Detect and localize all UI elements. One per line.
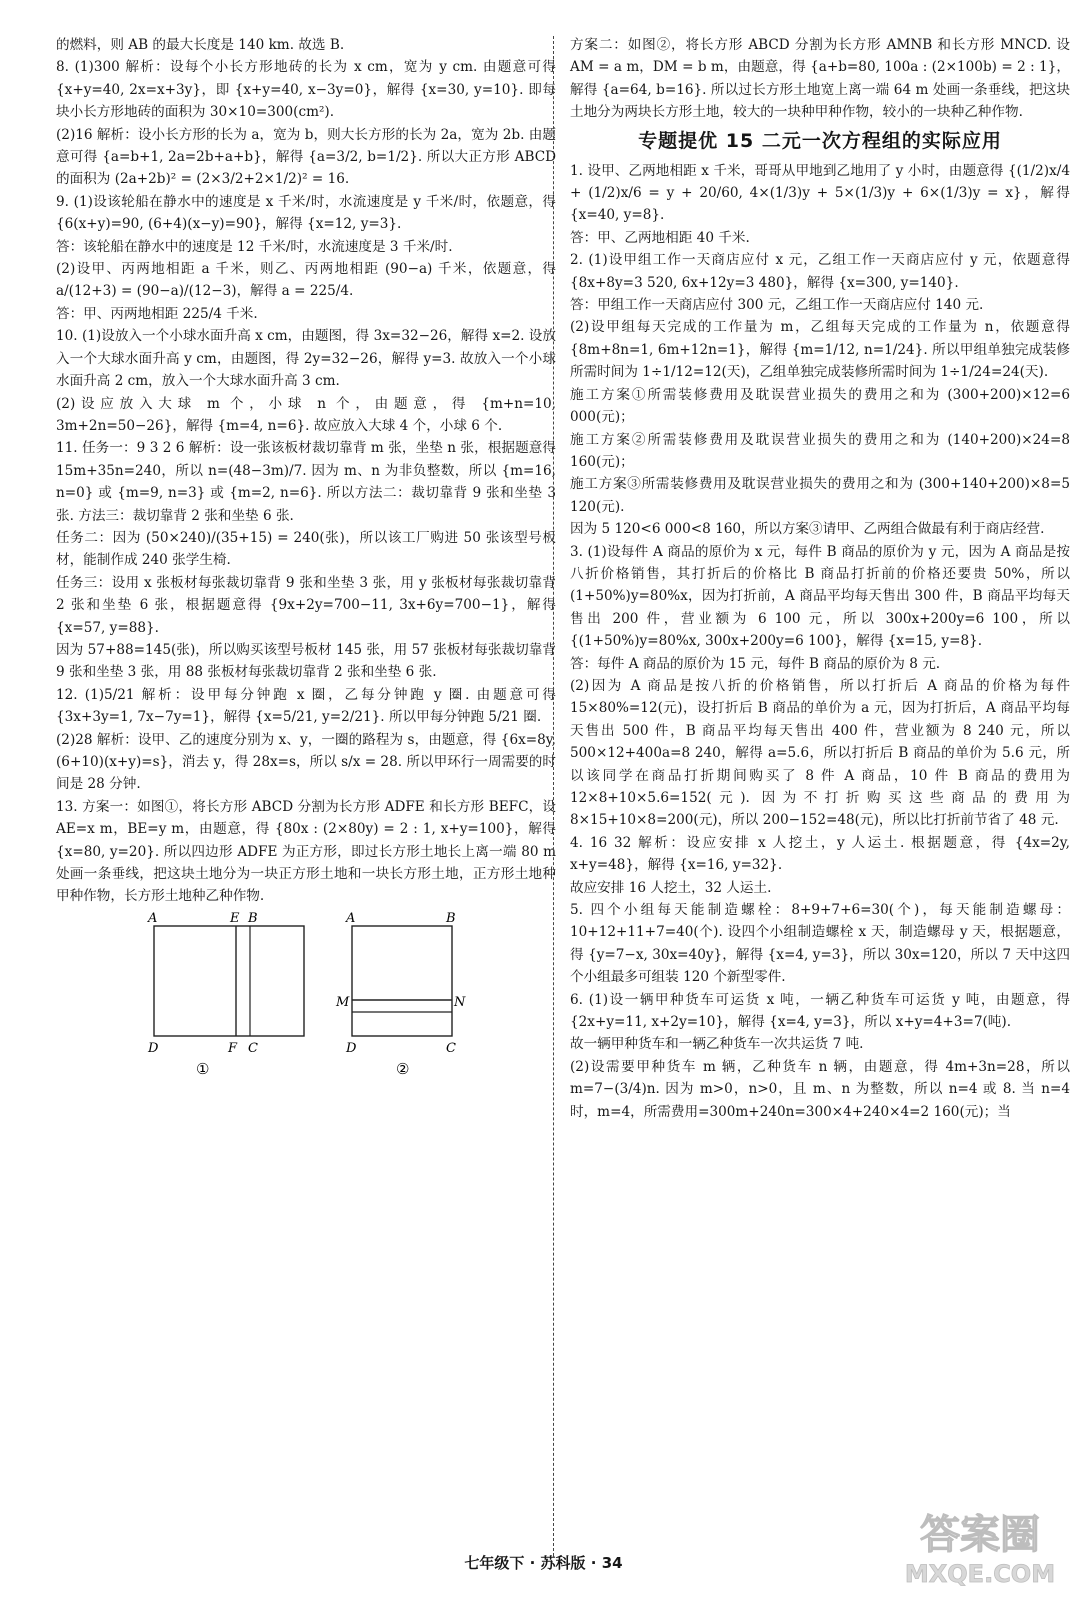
fig2-label-n: N — [454, 994, 466, 1010]
fig1-caption: ① — [196, 1059, 210, 1078]
paragraph: 2. (1)设甲组工作一天商店应付 x 元，乙组工作一天商店应付 y 元，依题意得 {8x+8y=3 520, 6x+12y=3 480}，解得 {x=300, y=140}. — [570, 252, 1070, 291]
paragraph: 3. (1)设每件 A 商品的原价为 x 元，每件 B 商品的原价为 y 元，因为 A 商品是按八折价格销售，其打折后的价格比 B 商品打折前的价格还要贵 50%，所以 (1+50%)y=80%x，因为打折前，A 商品平均每天售出 300 件，B 商品平均每天售出 200 件，营业额为 6 100 元，所以 300x+200y=6 100，所以 {(1+50%)y=80%x, 300x+200y=6 100}，解得 {x=15, y=8}. — [570, 543, 1070, 650]
paragraph: 故应安排 16 人挖土，32 人运土. — [570, 879, 772, 896]
svg-text:MXQE.COM: MXQE.COM — [904, 1560, 1056, 1588]
paragraph: 因为 5 120<6 000<8 160，所以方案③请甲、乙两组合做最有利于商店经营. — [570, 521, 1045, 538]
paragraph: (2)因为 A 商品是按八折的价格销售，所以打折后 A 商品的价格为每件 15×80%=12(元)，设打折后 B 商品的单价为 a 元，因为打折后，A 商品平均每天售出 500 件，B 商品平均每天售出 400 件，营业额为 8 240 元，所以 500×12+400a=8 240，解得 a=5.6，所以打折后 B 商品的单价为 5.6 元，所以该同学在商品打折期间购买了 8 件 A 商品，10 件 B 商品的费用为 12×8+10×5.6=152(元). 因为不打折购买这些商品的费用为 8×15+10×8=200(元)，所以 200−152=48(元)，所以比打折前节省了 48 元. — [570, 677, 1070, 829]
paragraph: 任务三：设用 x 张板材每张裁切靠背 9 张和坐垫 3 张，用 y 张板材每张裁切靠背 2 张和坐垫 6 张，根据题意得 {9x+2y=700−11, 3x+6y=700−1}，解得 {x=57, y=88}. — [56, 574, 556, 636]
fig2-label-b: B — [446, 911, 456, 926]
paragraph: 施工方案②所需装修费用及耽误营业损失的费用之和为 (140+200)×24=8 160(元)； — [570, 431, 1070, 470]
figures — [56, 912, 556, 1080]
paragraph: 1. 设甲、乙两地相距 x 千米，哥哥从甲地到乙地用了 y 小时，由题意得 {(1/2)x/4 + (1/2)x/6 = y + 20/60, 4×(1/3)y + 5×(1/3)y + 6×(1/3)y = x}，解得 {x=40, y=8}. — [570, 162, 1070, 224]
paragraph: 11. 任务一：9 3 2 6 解析：设一张该板材裁切靠背 m 张，坐垫 n 张，根据题意得 15m+35n=240，所以 n=(48−3m)/7. 因为 m、n 为非负整数，所以 {m=16, n=0} 或 {m=9, n=3} 或 {m=2, n=6}. 所以方法二：裁切靠背 9 张和坐垫 3 张. 方法三：裁切靠背 2 张和坐垫 6 张. — [56, 440, 556, 524]
left-column — [56, 34, 556, 1080]
fig2-rect — [352, 926, 452, 1036]
rectangle-figures — [56, 912, 556, 1080]
paragraph: 施工方案③所需装修费用及耽误营业损失的费用之和为 (300+140+200)×8=5 120(元). — [570, 476, 1070, 515]
paragraph: 9. (1)设该轮船在静水中的速度是 x 千米/时，水流速度是 y 千米/时，依题意，得 {6(x+y)=90, (6+4)(x−y)=90}，解得 {x=12, y=3}. — [56, 193, 556, 233]
svg-text:答案圈: 答案圈 — [920, 1512, 1040, 1558]
paragraph: (2)16 解析：设小长方形的长为 a，宽为 b，则大长方形的长为 2a，宽为 2b. 由题意可得 {a=b+1, 2a=2b+a+b}，解得 {a=3/2, b=1/2}. 所以大正方形 ABCD 的面积为 (2a+2b)² = (2×3/2+2×1/2)² = 16. — [56, 126, 556, 188]
fig1-label-f: F — [228, 1040, 238, 1056]
watermark-logo — [880, 1500, 1080, 1590]
fig1-label-a: A — [148, 911, 158, 926]
paragraph: 施工方案①所需装修费用及耽误营业损失的费用之和为 (300+200)×12=6 000(元)； — [570, 386, 1070, 426]
paragraph: 的燃料，则 AB 的最大长度是 140 km. 故选 B. — [56, 37, 345, 53]
paragraph: (2)设甲组每天完成的工作量为 m，乙组每天完成的工作量为 n，依题意得 {8m+8n=1, 6m+12n=1}，解得 {m=1/12, n=1/24}. 所以甲组单独完成装修所需时间为 1÷1/12=12(天)，乙组单独完成装修所需时间为 1÷1/24=24(天). — [570, 319, 1070, 381]
paragraph: 任务二：因为 (50×240)/(35+15) = 240(张)，所以该工厂购进 50 张该型号板材，能制作成 240 张学生椅. — [56, 529, 556, 569]
paragraph: 4. 16 32 解析：设应安排 x 人挖土，y 人运土. 根据题意，得 {4x=2y, x+y=48}，解得 {x=16, y=32}. — [570, 834, 1070, 874]
paragraph: 故一辆甲种货车和一辆乙种货车一次共运货 7 吨. — [570, 1036, 864, 1053]
paragraph: 因为 57+88=145(张)，所以购买该型号板材 145 张，用 57 张板材每张裁切靠背 9 张和坐垫 3 张，用 88 张板材每张裁切靠背 2 张和坐垫 6 张. — [56, 641, 556, 681]
paragraph: 6. (1)设一辆甲种货车可运货 x 吨，一辆乙种货车可运货 y 吨，由题意，得 {2x+y=11, x+2y=10}，解得 {x=4, y=3}，所以 x+y=4+3=7(吨). — [570, 991, 1070, 1031]
paragraph: 答：甲组工作一天商店应付 300 元，乙组工作一天商店应付 140 元. — [570, 297, 984, 314]
paragraph: 方案二：如图②，将长方形 ABCD 分割为长方形 AMNB 和长方形 MNCD. 设 AM = a m，DM = b m，由题意，得 {a+b=80, 100a : (2×100b) = 2 : 1}，解得 {a=64, b=16}. 所以过长方形土地宽上离一端 64 m 处画一条垂线，把这块土地分为两块长方形土地，较大的一块种甲种作物，较小的一块种乙种作物. — [570, 37, 1070, 121]
paragraph: 12. (1)5/21 解析：设甲每分钟跑 x 圈，乙每分钟跑 y 圈. 由题意可得 {3x+3y=1, 7x−7y=1}，解得 {x=5/21, y=2/21}. 所以甲每分钟跑 5/21 圈. — [56, 686, 556, 726]
paragraph: (2)设应放入大球 m 个，小球 n 个，由题意，得 {m+n=10, 3m+2n=50−26}，解得 {m=4, n=6}. 故应放入大球 4 个，小球 6 个. — [56, 395, 556, 434]
paragraph: 5. 四个小组每天能制造螺栓：8+9+7+6=30(个)，每天能制造螺母：10+12+11+7=40(个). 设四个小组制造螺栓 x 天，制造螺母 y 天，根据题意，得 {y=7−x, 30x=40y}，解得 {x=4, y=3}，所以 30x=120，所以 7 天中这四个小组最多可组装 120 个新型零件. — [570, 902, 1070, 986]
fig2-label-c: C — [446, 1040, 456, 1056]
fig2-label-a: A — [346, 911, 356, 926]
fig1-label-d: D — [148, 1040, 159, 1056]
paragraph: (2)设需要甲种货车 m 辆，乙种货车 n 辆，由题意，得 4m+3n=28，所以 m=7−(3/4)n. 因为 m>0，n>0，且 m、n 为整数，所以 n=4 或 8. 当 n=4 时，m=4，所需费用=300m+240n=300×4+240×4=2 160(元)；当 — [570, 1058, 1070, 1120]
paragraph: 10. (1)设放入一个小球水面升高 x cm，由题图，得 3x=32−26，解得 x=2. 设放入一个大球水面升高 y cm，由题图，得 2y=32−26，解得 y=3. 故放入一个小球水面升高 2 cm，放入一个大球水面升高 3 cm. — [56, 328, 556, 390]
paragraph: 答：甲、丙两地相距 225/4 千米. — [56, 305, 258, 322]
page-footer: 七年级下 · 苏科版 · 34 — [464, 1554, 623, 1572]
fig1-label-b: B — [248, 911, 258, 926]
paragraph: 答：甲、乙两地相距 40 千米. — [570, 229, 750, 246]
paragraph: 8. (1)300 解析：设每个小长方形地砖的长为 x cm，宽为 y cm. 由题意可得 {x+y=40, 2x=x+3y}，即 {x+y=40, x−3y=0}，解得 {x=30, y=10}. 即每块小长方形地砖的面积为 30×10=300(cm²). — [56, 59, 556, 121]
paragraph: (2)设甲、丙两地相距 a 千米，则乙、丙两地相距 (90−a) 千米，依题意，得 a/(12+3) = (90−a)/(12−3)，解得 a = 225/4. — [56, 261, 556, 300]
fig1-label-c: C — [248, 1040, 258, 1056]
section-title: 专题提优 15 二元一次方程组的实际应用 — [638, 129, 1002, 152]
paragraph: 答：该轮船在静水中的速度是 12 千米/时，水流速度是 3 千米/时. — [56, 238, 453, 255]
fig1-rect — [154, 926, 304, 1036]
fig2-caption: ② — [396, 1059, 410, 1078]
paragraph: (2)28 解析：设甲、乙的速度分别为 x、y，一圈的路程为 s，由题意，得 {6x=8y, (6+10)(x+y)=s}，消去 y，得 28x=s，所以 s/x = 28. 所以甲环行一周需要的时间是 28 分钟. — [56, 731, 556, 793]
fig2-label-m: M — [336, 994, 350, 1010]
fig1-label-e: E — [230, 911, 240, 926]
fig2-label-d: D — [346, 1040, 357, 1056]
paragraph: 答：每件 A 商品的原价为 15 元，每件 B 商品的原价为 8 元. — [570, 655, 941, 672]
column-divider — [553, 36, 554, 1556]
paragraph: 13. 方案一：如图①，将长方形 ABCD 分割为长方形 ADFE 和长方形 BEFC，设 AE=x m，BE=y m，由题意，得 {80x : (2×80y) = 2 : 1, x+y=100}，解得 {x=80, y=20}. 所以四边形 ADFE 为正方形，即过长方形土地长上离一端 80 m 处画一条垂线，把这块土地分为一块正方形土地和一块长方形土地，正方形土地种甲种作物，长方形土地种乙种作物. — [56, 798, 557, 905]
right-column — [570, 34, 1070, 1123]
